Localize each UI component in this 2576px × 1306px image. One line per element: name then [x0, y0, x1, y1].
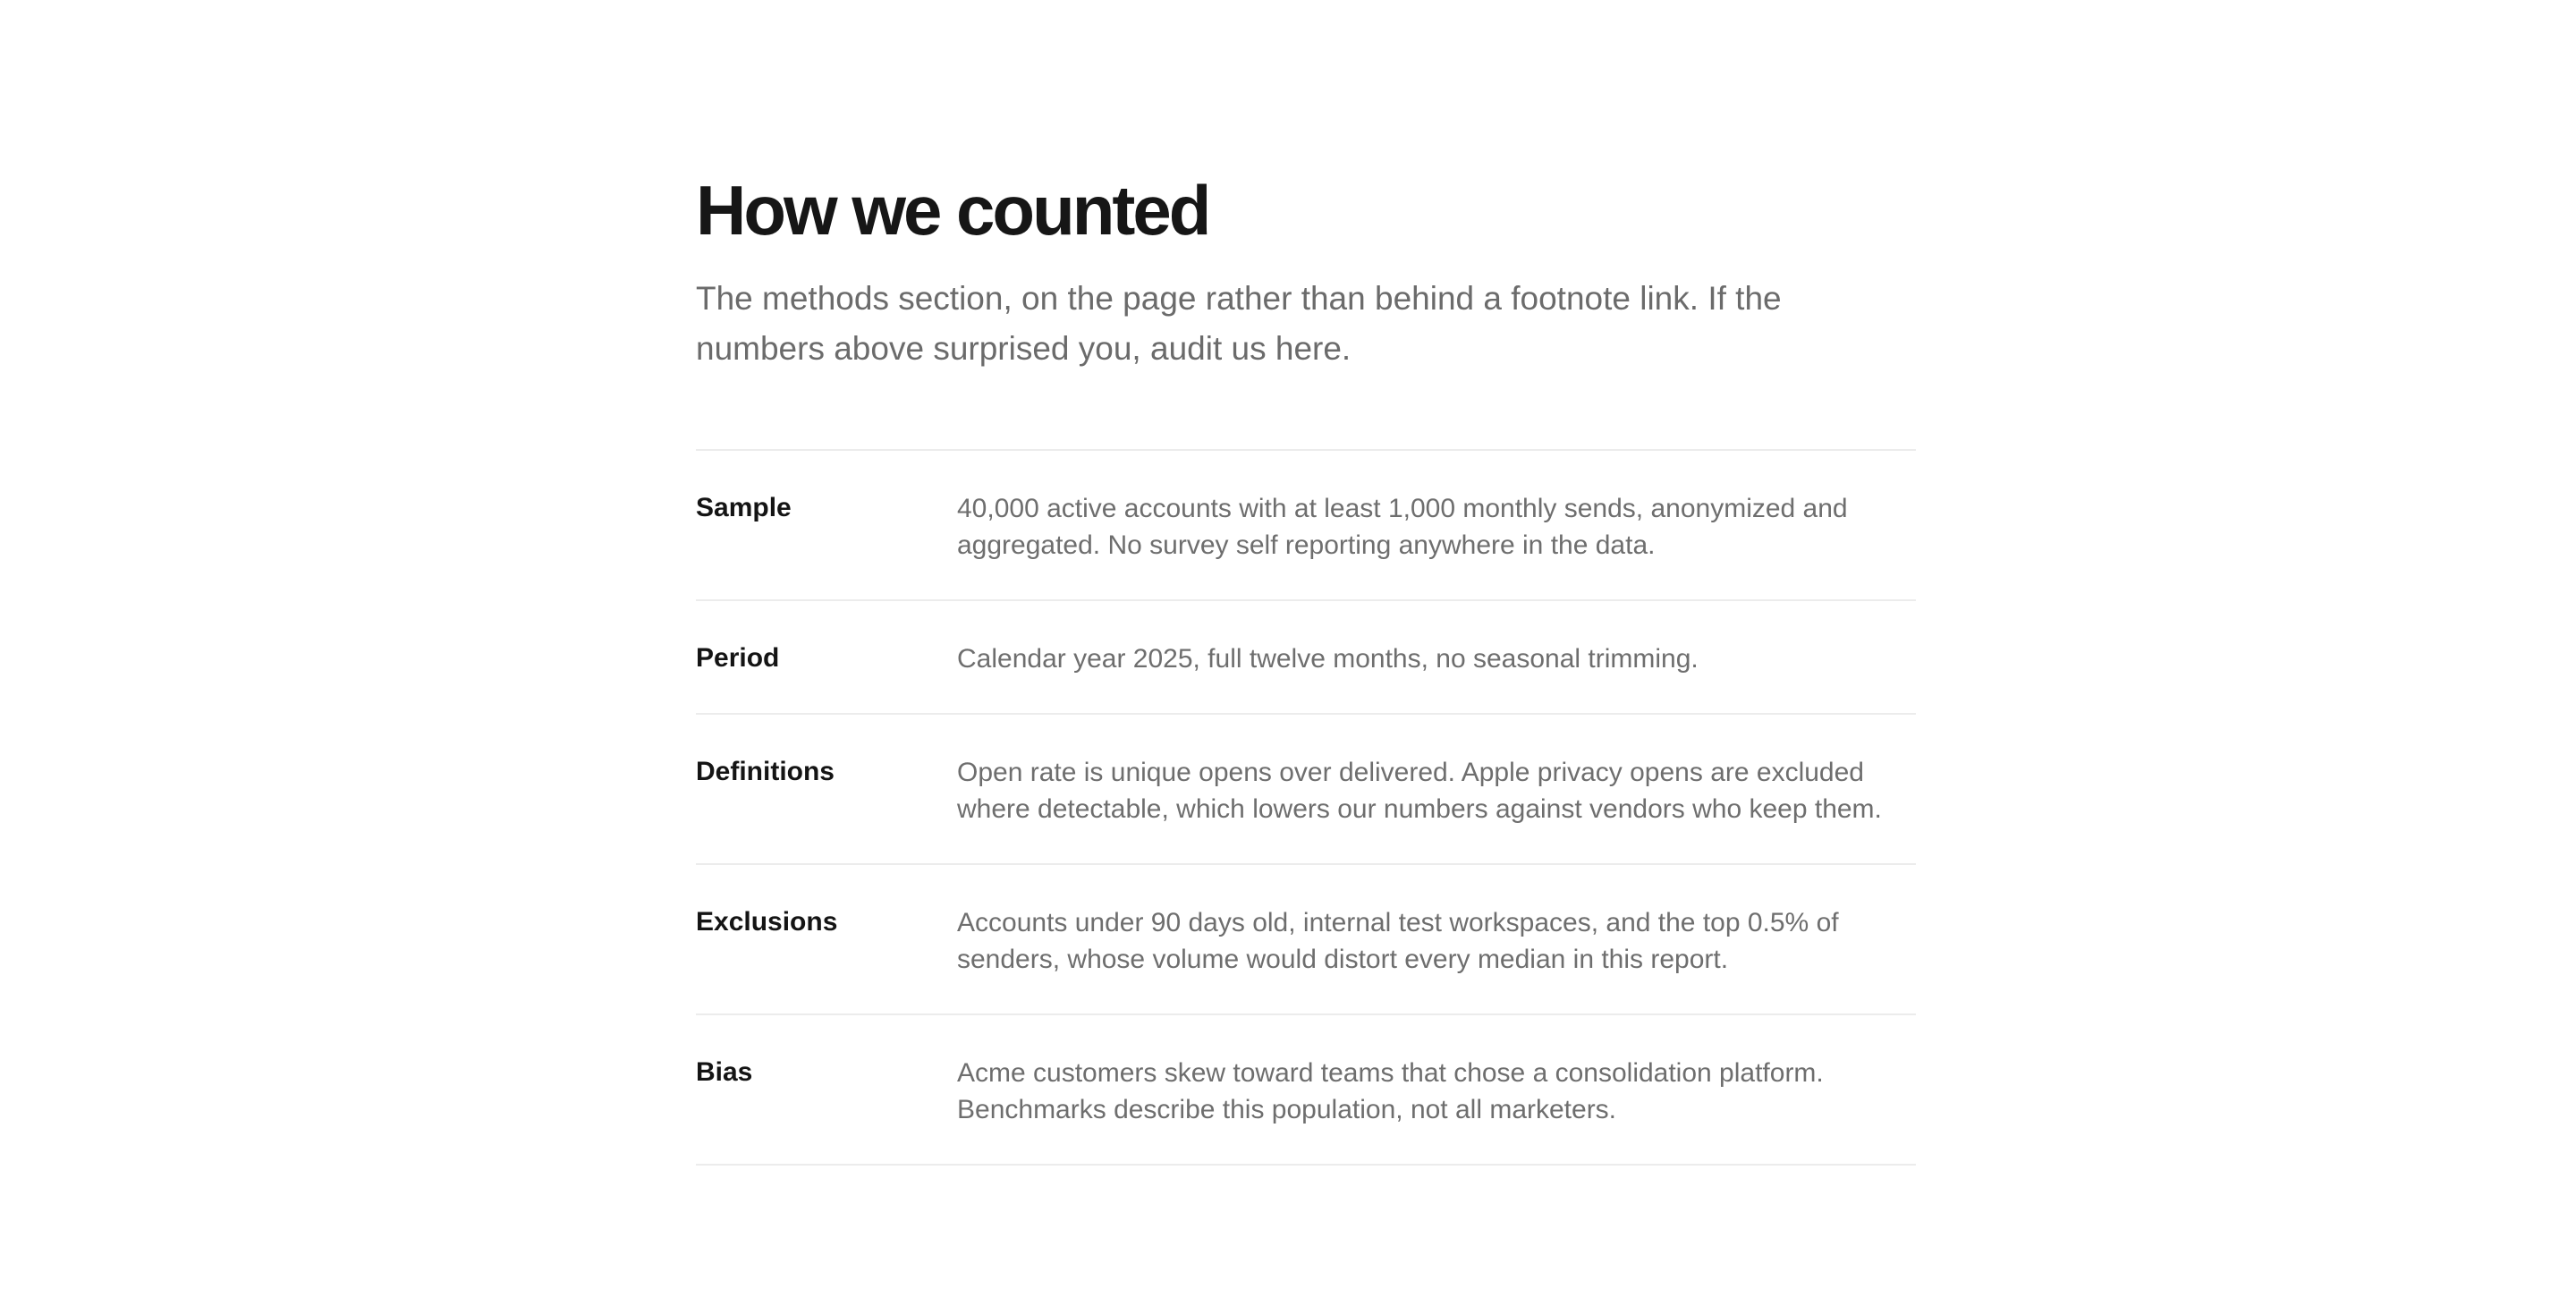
page-title: How we counted — [696, 171, 1209, 250]
methods-row-sample — [696, 451, 1916, 601]
row-label: Bias — [696, 1057, 753, 1087]
row-description: Accounts under 90 days old, internal test workspaces, and the top 0.5% of senders, whose volume would distort every median in this report. — [957, 908, 1839, 974]
methods-row-exclusions — [696, 865, 1916, 1015]
methods-row-period — [696, 601, 1916, 715]
row-description: Open rate is unique opens over delivered. Apple privacy opens are excluded where detectable, which lowers our numbers against vendors who keep them. — [957, 758, 1882, 824]
row-label: Definitions — [696, 757, 835, 786]
methods-list — [696, 449, 1916, 1166]
row-label: Exclusions — [696, 907, 838, 937]
row-label: Period — [696, 643, 780, 673]
row-description: 40,000 active accounts with at least 1,000 monthly sends, anonymized and aggregated. No survey self reporting anywhere in the data. — [957, 494, 1848, 560]
methods-row-definitions — [696, 715, 1916, 865]
methods-row-bias — [696, 1015, 1916, 1166]
section-description: The methods section, on the page rather than behind a footnote link. If the numbers above surprised you, audit us here. — [696, 280, 1782, 367]
row-label: Sample — [696, 493, 792, 522]
row-description: Acme customers skew toward teams that chose a consolidation platform. Benchmarks describe this population, not all marketers. — [957, 1058, 1824, 1124]
methods-section — [696, 170, 1916, 1166]
row-description: Calendar year 2025, full twelve months, no seasonal trimming. — [957, 644, 1699, 674]
